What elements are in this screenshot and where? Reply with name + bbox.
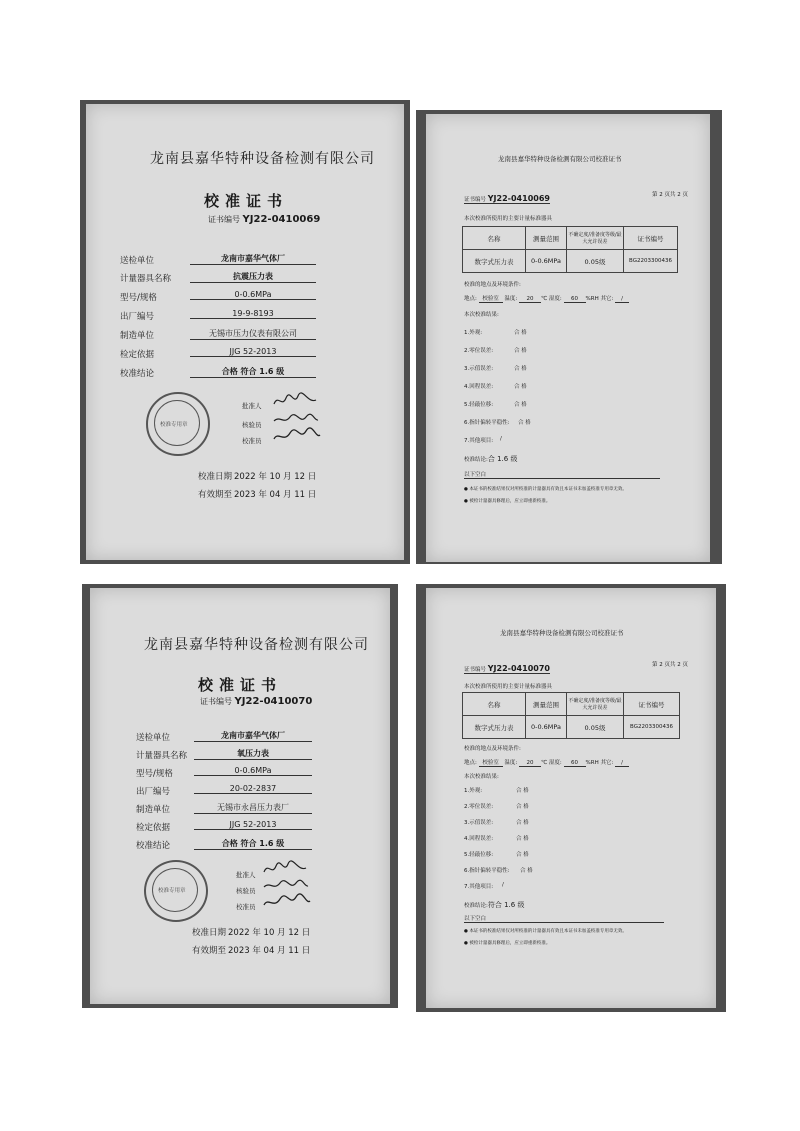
result-cert-number: 证书编号 YJ22-0410069 <box>464 194 550 203</box>
field-label-basis: 检定依据 <box>120 350 155 360</box>
field-value-serial: 19-9-8193 <box>190 309 316 319</box>
result-item: 3.示值误差: <box>464 820 494 826</box>
page-number: 第 2 页共 2 页 <box>652 192 688 198</box>
result-value: 合 格 <box>514 384 527 390</box>
stamp-text: 校准专用章 <box>160 422 188 428</box>
standards-title: 本次校准所使用的主要计量标准器具 <box>464 216 553 222</box>
result-item: 3.示值误差: <box>464 366 494 372</box>
result-value: 合 格 <box>520 868 533 874</box>
valid-date-label: 有效期至 <box>198 490 233 500</box>
result-item: 1.外观: <box>464 330 483 336</box>
verifier-label: 核验员 <box>236 887 256 895</box>
page-number: 第 2 页共 2 页 <box>652 662 688 668</box>
field-value-basis: JJG 52-2013 <box>190 347 316 357</box>
cert-sheet-1 <box>86 104 404 560</box>
field-label-instrument: 计量器具名称 <box>120 274 172 284</box>
result-value: 合 格 <box>514 330 527 336</box>
field-label-serial: 出厂编号 <box>120 312 155 322</box>
result-header: 龙南县嘉华特种设备检测有限公司校准证书 <box>498 155 622 163</box>
table-cell: 0.05级 <box>567 250 624 273</box>
field-label-manufacturer: 制造单位 <box>136 805 171 815</box>
result-value: 合 格 <box>514 402 527 408</box>
blank-below: 以下空白 <box>464 914 664 923</box>
table-cell: BG2203300436 <box>624 716 680 739</box>
cal-date: 2022 年 10 月 12 日 <box>228 928 311 938</box>
table-header: 证书编号 <box>624 227 678 250</box>
result-item: 5.轻敲位移: <box>464 402 494 408</box>
standards-table <box>462 692 680 739</box>
field-label-model: 型号/规格 <box>120 293 157 303</box>
result-item: 1.外观: <box>464 788 483 794</box>
stamp-text: 校准专用章 <box>158 888 186 894</box>
result-item: 7.其他项目: <box>464 884 494 890</box>
field-value-conclusion: 合格 符合 1.6 级 <box>190 366 316 378</box>
result-item: 6.指针偏转平稳性: <box>464 420 510 426</box>
field-label-unit: 送检单位 <box>120 256 155 266</box>
result-item: 7.其他项目: <box>464 438 494 444</box>
result-item: 5.轻敲位移: <box>464 852 494 858</box>
calibrator-label: 校准员 <box>242 437 262 445</box>
note-2: ● 被检计量器具修理后，应立即重新校准。 <box>464 941 551 946</box>
table-header: 名称 <box>463 693 526 716</box>
company-name: 龙南县嘉华特种设备检测有限公司 <box>144 637 369 653</box>
env-conditions: 地点: 校验室 温度: 20 ℃ 湿度: 60 %RH 其它: / <box>464 294 629 303</box>
cal-date: 2022 年 10 月 12 日 <box>234 472 317 482</box>
table-header: 不确定度/准备度等级/最大允许误差 <box>567 227 624 250</box>
approver-label: 批准人 <box>236 871 256 879</box>
table-cell: 0-0.6MPa <box>526 250 567 273</box>
result-item: 2.零位误差: <box>464 348 494 354</box>
note-1: ● 本证书的校准结果仅对所校准的计量器具有效且本证书未加盖校准专用章无效。 <box>464 929 627 934</box>
field-label-unit: 送检单位 <box>136 733 171 743</box>
approver-signature <box>272 392 320 410</box>
table-cell: 数字式压力表 <box>463 716 526 739</box>
calibrator-signature <box>262 893 312 911</box>
field-value-conclusion: 合格 符合 1.6 级 <box>194 838 312 850</box>
field-value-serial: 20-02-2837 <box>194 784 312 794</box>
calibration-stamp <box>144 860 208 922</box>
field-label-model: 型号/规格 <box>136 769 173 779</box>
result-value: 合 格 <box>518 420 531 426</box>
field-label-serial: 出厂编号 <box>136 787 171 797</box>
results-title: 本次校准结果: <box>464 312 499 318</box>
field-value-model: 0-0.6MPa <box>190 290 316 300</box>
standards-table <box>462 226 678 273</box>
table-header: 测量范围 <box>526 227 567 250</box>
result-value: 合 格 <box>516 804 529 810</box>
result-value: 合 格 <box>514 366 527 372</box>
note-1: ● 本证书的校准结果仅对所校准的计量器具有效且本证书未加盖校准专用章无效。 <box>464 487 627 492</box>
blank-below: 以下空白 <box>464 470 660 479</box>
result-header: 龙南县嘉华特种设备检测有限公司校准证书 <box>500 629 624 637</box>
verifier-label: 核验员 <box>242 421 262 429</box>
result-item: 6.指针偏转平稳性: <box>464 868 510 874</box>
result-sheet-2 <box>426 588 716 1008</box>
result-item: 4.回程误差: <box>464 836 494 842</box>
calibration-stamp <box>146 392 210 456</box>
field-value-unit: 龙南市嘉华气体厂 <box>194 730 312 742</box>
field-value-unit: 龙南市嘉华气体厂 <box>190 253 316 265</box>
cert-sheet-2 <box>90 588 390 1004</box>
result-value: 合 格 <box>516 820 529 826</box>
note-2: ● 被检计量器具修理后，应立即重新校准。 <box>464 499 551 504</box>
result-item: 2.零位误差: <box>464 804 494 810</box>
result-value: 合 格 <box>516 836 529 842</box>
result-value: 合 格 <box>514 348 527 354</box>
certificate-title: 校准证书 <box>198 676 283 694</box>
field-label-manufacturer: 制造单位 <box>120 331 155 341</box>
result-value: 合 格 <box>516 788 529 794</box>
field-label-conclusion: 校准结论 <box>120 369 155 379</box>
certificate-number: 证书编号 YJ22-0410069 <box>208 214 321 225</box>
field-value-basis: JJG 52-2013 <box>194 820 312 830</box>
table-header: 不确定度/准备度等级/最大允许误差 <box>567 693 624 716</box>
company-name: 龙南县嘉华特种设备检测有限公司 <box>150 151 375 167</box>
field-value-instrument: 抗震压力表 <box>190 271 316 283</box>
result-value: 合 格 <box>516 852 529 858</box>
certificate-number: 证书编号 YJ22-0410070 <box>200 696 313 707</box>
table-cell: BG2203300436 <box>624 250 678 273</box>
conclusion: 校准结论:合 1.6 级 <box>464 455 518 463</box>
results-title: 本次校准结果: <box>464 774 499 780</box>
env-title: 校准的地点及环境条件: <box>464 746 521 752</box>
env-conditions: 地点: 校验室 温度: 20 ℃ 湿度: 60 %RH 其它: / <box>464 758 629 767</box>
valid-date: 2023 年 04 月 11 日 <box>228 946 311 956</box>
field-label-instrument: 计量器具名称 <box>136 751 188 761</box>
calibrator-label: 校准员 <box>236 903 256 911</box>
field-label-basis: 检定依据 <box>136 823 171 833</box>
result-sheet-1 <box>426 114 710 562</box>
field-value-manufacturer: 无锡市永昌压力表厂 <box>194 802 312 814</box>
table-header: 测量范围 <box>526 693 567 716</box>
cal-date-label: 校准日期 <box>192 928 227 938</box>
valid-date-label: 有效期至 <box>192 946 227 956</box>
standards-title: 本次校准所使用的主要计量标准器具 <box>464 684 553 690</box>
calibrator-signature <box>272 427 322 445</box>
certificate-title: 校准证书 <box>204 192 289 210</box>
field-label-conclusion: 校准结论 <box>136 841 171 851</box>
table-header: 名称 <box>463 227 526 250</box>
approver-signature <box>262 860 310 878</box>
result-value: / <box>502 882 504 888</box>
conclusion: 校准结论:符合 1.6 级 <box>464 901 525 909</box>
table-cell: 0-0.6MPa <box>526 716 567 739</box>
field-value-manufacturer: 无锡市压力仪表有限公司 <box>190 328 316 340</box>
cal-date-label: 校准日期 <box>198 472 233 482</box>
valid-date: 2023 年 04 月 11 日 <box>234 490 317 500</box>
field-value-model: 0-0.6MPa <box>194 766 312 776</box>
table-cell: 数字式压力表 <box>463 250 526 273</box>
approver-label: 批准人 <box>242 402 262 410</box>
result-item: 4.回程误差: <box>464 384 494 390</box>
env-title: 校准的地点及环境条件: <box>464 282 521 288</box>
result-cert-number: 证书编号 YJ22-0410070 <box>464 664 550 673</box>
table-header: 证书编号 <box>624 693 680 716</box>
result-value: / <box>500 436 502 442</box>
field-value-instrument: 氧压力表 <box>194 748 312 760</box>
table-cell: 0.05级 <box>567 716 624 739</box>
